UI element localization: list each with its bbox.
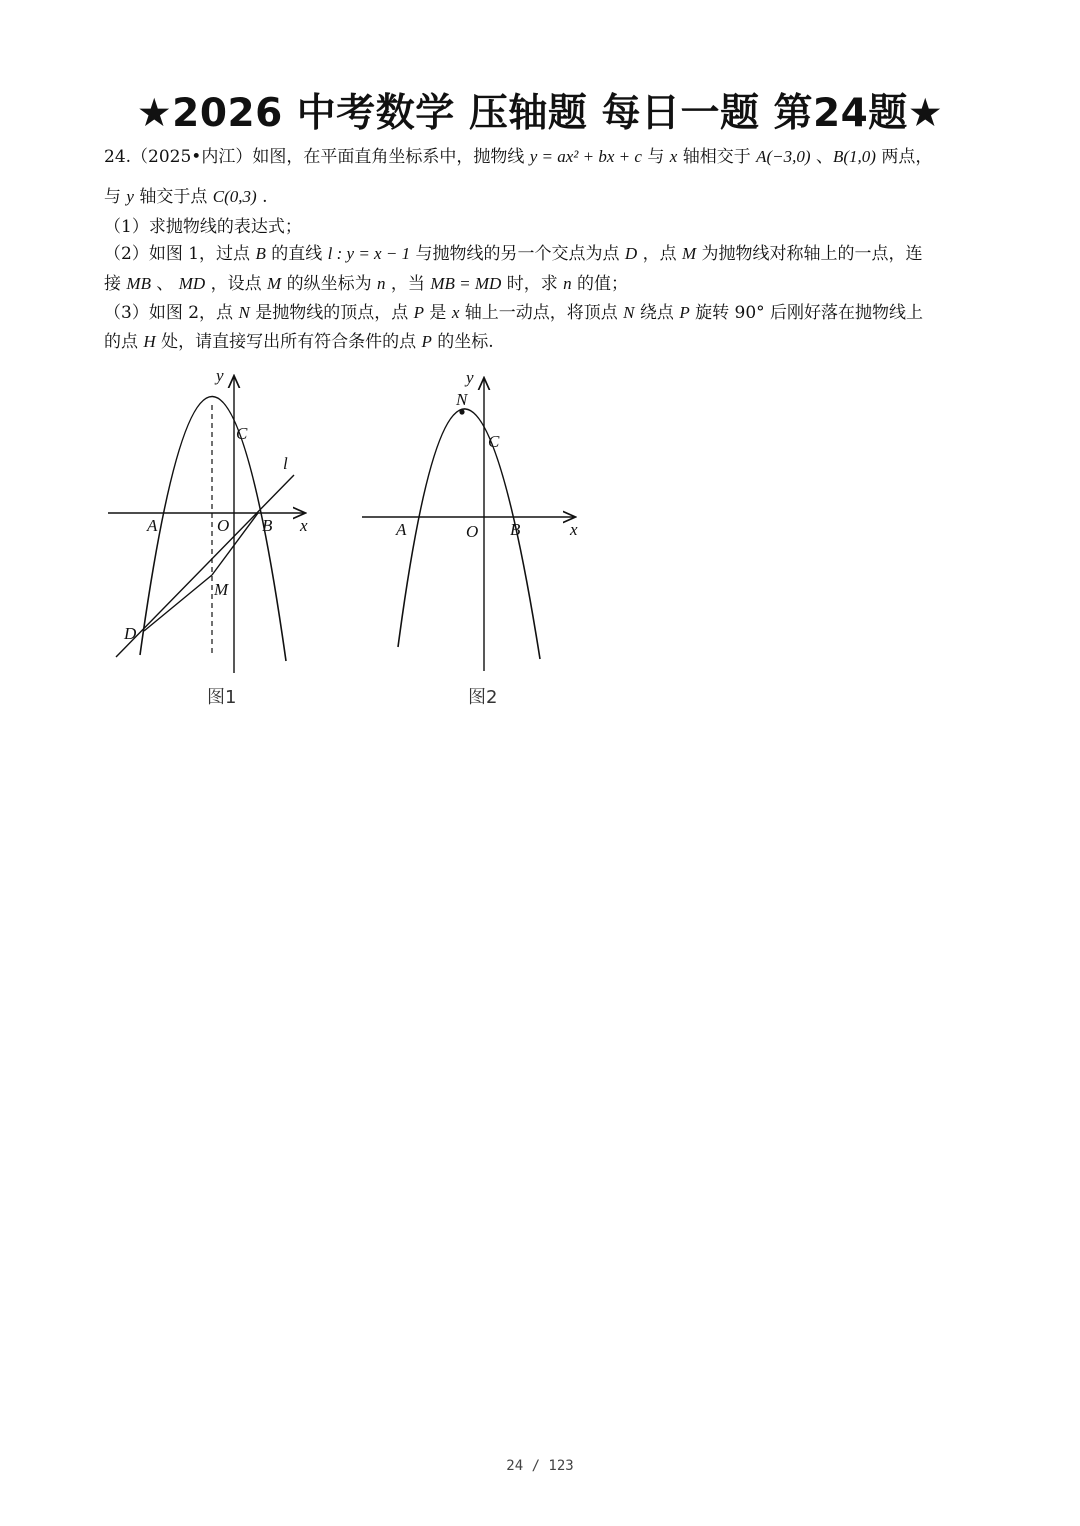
point-label: H: [143, 332, 156, 351]
text-segment: ，点: [637, 244, 682, 264]
text-segment: ，设点: [205, 274, 268, 294]
label-o: O: [217, 516, 230, 535]
label-n: N: [456, 390, 468, 409]
text-segment: （2）如图 1，过点: [104, 244, 256, 264]
point-label: B: [255, 244, 266, 263]
page-number: 24 / 123: [506, 1458, 574, 1474]
var-x: x: [669, 147, 678, 166]
label-a: A: [147, 516, 158, 535]
figure-1-graph: [104, 365, 324, 685]
text-segment: .: [256, 187, 268, 207]
problem-line-1: [104, 146, 932, 168]
text-segment: 与: [641, 147, 670, 167]
text-segment: 旋转 90° 后刚好落在抛物线上: [689, 303, 924, 323]
line-l: [116, 475, 294, 657]
label-d: D: [124, 624, 137, 643]
text-segment: 与: [104, 187, 127, 207]
parabola-equation: y = ax² + bx + c: [529, 147, 642, 166]
point-label: D: [624, 244, 638, 263]
var-x: x: [451, 303, 460, 322]
part-1: （1）求抛物线的表达式；: [104, 217, 302, 237]
point-b: B(1,0): [832, 147, 876, 166]
figure-1-caption: 图1: [207, 687, 237, 708]
segment-md: [144, 575, 212, 631]
label-a: A: [396, 520, 407, 539]
condition: MB = MD: [430, 274, 502, 293]
label-l: l: [283, 454, 288, 473]
text-segment: 轴上一动点，将顶点: [459, 303, 624, 323]
point-label: P: [679, 303, 690, 322]
segment-label: MB: [126, 274, 151, 293]
part-3-line-1: [104, 302, 923, 324]
text-segment: 绕点: [634, 303, 680, 323]
var-y: y: [126, 187, 134, 206]
part-3-line-2: [104, 331, 494, 353]
point-label: N: [623, 303, 635, 322]
text-segment: 处，请直接写出所有符合条件的点: [155, 332, 422, 352]
figure-1: [104, 365, 324, 708]
point-label: P: [413, 303, 424, 322]
label-b: B: [262, 516, 273, 535]
segment-label: MD: [178, 274, 206, 293]
text-segment: 轴相交于: [677, 147, 757, 167]
text-segment: 是: [424, 303, 452, 323]
label-x: x: [570, 520, 578, 539]
text-segment: 是抛物线的顶点，点: [249, 303, 414, 323]
figure-2-graph: [358, 365, 584, 685]
label-x: x: [300, 516, 308, 535]
figures: [104, 365, 584, 708]
label-c: C: [488, 432, 500, 451]
text-segment: 的直线: [265, 244, 328, 264]
vertex-point: [459, 409, 464, 414]
point-label: M: [267, 274, 282, 293]
point-c: C(0,3): [212, 187, 257, 206]
part-2-line-2: [104, 273, 628, 295]
line-equation: l : y = x − 1: [327, 244, 411, 263]
text-segment: 的值；: [571, 274, 629, 294]
label-o: O: [466, 522, 479, 541]
figure-2: [358, 365, 584, 708]
text-segment: 轴交于点: [133, 187, 213, 207]
var-n: n: [563, 274, 572, 293]
text-segment: ，当: [385, 274, 431, 294]
part-2-line-1: [104, 243, 923, 265]
label-c: C: [236, 424, 248, 443]
text-segment: 与抛物线的另一个交点为点: [410, 244, 625, 264]
page-title: ★2026 中考数学 压轴题 每日一题 第24题★: [136, 91, 944, 136]
label-y: y: [466, 368, 474, 387]
label-m: M: [214, 580, 229, 599]
point-a: A(−3,0): [756, 147, 811, 166]
text-segment: 两点，: [875, 147, 933, 167]
text-segment: 接: [104, 274, 127, 294]
text-segment: （3）如图 2，点: [104, 303, 239, 323]
label-y: y: [216, 366, 224, 385]
text-segment: 、: [810, 147, 833, 167]
label-b: B: [510, 520, 521, 539]
point-label: M: [681, 244, 697, 263]
problem-intro: 24.（2025•内江）如图，在平面直角坐标系中，抛物线: [104, 147, 530, 167]
text-segment: 、: [150, 274, 179, 294]
text-segment: 的点: [104, 332, 144, 352]
text-segment: 时，求: [501, 274, 564, 294]
var-n: n: [377, 274, 386, 293]
point-label: N: [238, 303, 250, 322]
text-segment: 为抛物线对称轴上的一点，连: [696, 244, 923, 264]
figure-2-caption: 图2: [468, 687, 498, 708]
point-label: P: [421, 332, 432, 351]
text-segment: 的纵坐标为: [281, 274, 378, 294]
problem-line-2: [104, 186, 268, 208]
text-segment: 的坐标.: [431, 332, 494, 352]
